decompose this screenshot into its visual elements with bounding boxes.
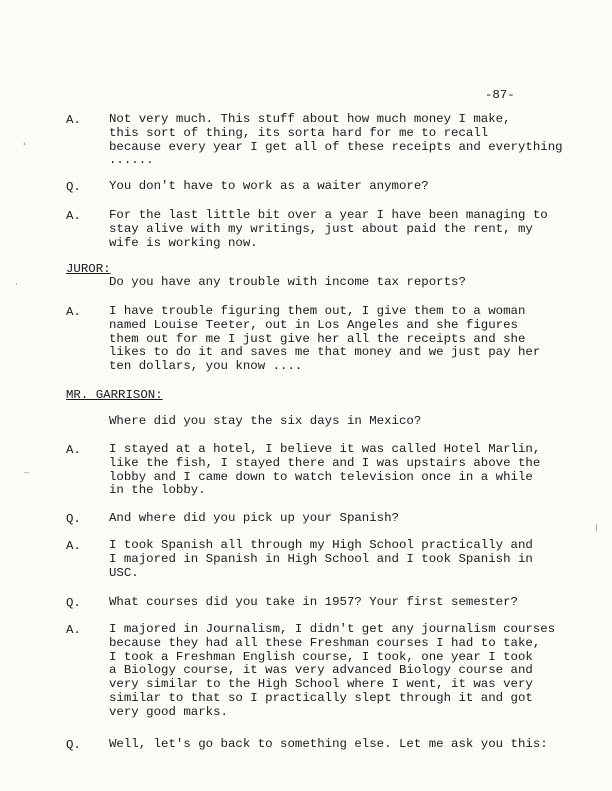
entry-text: Well, let's go back to something else. Let me ask you this: bbox=[109, 737, 548, 751]
entry-label: A. bbox=[66, 305, 81, 319]
entry-text: For the last little bit over a year I have been managing to stay alive with my writings, just about paid the rent, my wife is working now. bbox=[109, 208, 548, 250]
entry-label: A. bbox=[66, 443, 81, 457]
entry-label: A. bbox=[66, 623, 81, 637]
entry-question bbox=[66, 512, 566, 526]
page-number: -87- bbox=[485, 88, 515, 102]
margin-speck: · bbox=[14, 280, 19, 289]
margin-speck: › bbox=[22, 140, 27, 149]
entry-question bbox=[66, 738, 566, 752]
entry-label: Q. bbox=[66, 738, 81, 752]
entry-text: What courses did you take in 1957? Your first semester? bbox=[109, 595, 518, 609]
entry-answer bbox=[66, 113, 566, 168]
entry-text: Not very much. This stuff about how much money I make, this sort of thing, its sorta hard for me to recall because every year I get all of these receipts and everything ...... bbox=[109, 112, 563, 168]
entry-label: A. bbox=[66, 209, 81, 223]
entry-label: Q. bbox=[66, 596, 81, 610]
entry-question bbox=[66, 596, 566, 610]
entry-text: I majored in Journalism, I didn't get any journalism courses because they had all these Freshman courses I had to take, I took a Freshman English course, I took, one year I took a Biology course, it was very advanced Biology course and very similar to the High School where I went, it was very similar to that so I practically slept through it and got very good marks. bbox=[109, 622, 556, 719]
margin-speck: — bbox=[24, 469, 29, 478]
entry-answer bbox=[66, 305, 566, 374]
entry-answer bbox=[66, 443, 566, 498]
entry-text: You don't have to work as a waiter anymore? bbox=[109, 179, 429, 193]
speaker-label-juror: JUROR: bbox=[66, 262, 111, 276]
speaker-label-mr-garrison: MR. GARRISON: bbox=[66, 388, 163, 402]
entry-text: I took Spanish all through my High School practically and I majored in Spanish in High School and I took Spanish in USC. bbox=[109, 538, 533, 580]
entry-text: Do you have any trouble with income tax reports? bbox=[109, 275, 466, 289]
entry-label: Q. bbox=[66, 512, 81, 526]
entry-label: A. bbox=[66, 113, 81, 127]
margin-speck: | bbox=[594, 524, 599, 533]
entry-text: Where did you stay the six days in Mexico? bbox=[109, 414, 422, 428]
entry-answer bbox=[66, 209, 566, 250]
entry-answer bbox=[66, 623, 566, 720]
entry-text: I stayed at a hotel, I believe it was called Hotel Marlin, like the fish, I stayed there and I was upstairs above the lobby and I came down to watch television once in a while in the lobby. bbox=[109, 442, 541, 498]
entry-label: Q. bbox=[66, 180, 81, 194]
entry-text: And where did you pick up your Spanish? bbox=[109, 511, 399, 525]
entry-question bbox=[66, 180, 566, 194]
entry-answer bbox=[66, 539, 566, 580]
entry-label: A. bbox=[66, 539, 81, 553]
entry-text: I have trouble figuring them out, I give them to a woman named Louise Teeter, out in Los Angeles and she figures them out for me I just give her all the receipts and she likes to do it and saves me that money and we just pay her ten dollars, you know .... bbox=[109, 304, 541, 374]
